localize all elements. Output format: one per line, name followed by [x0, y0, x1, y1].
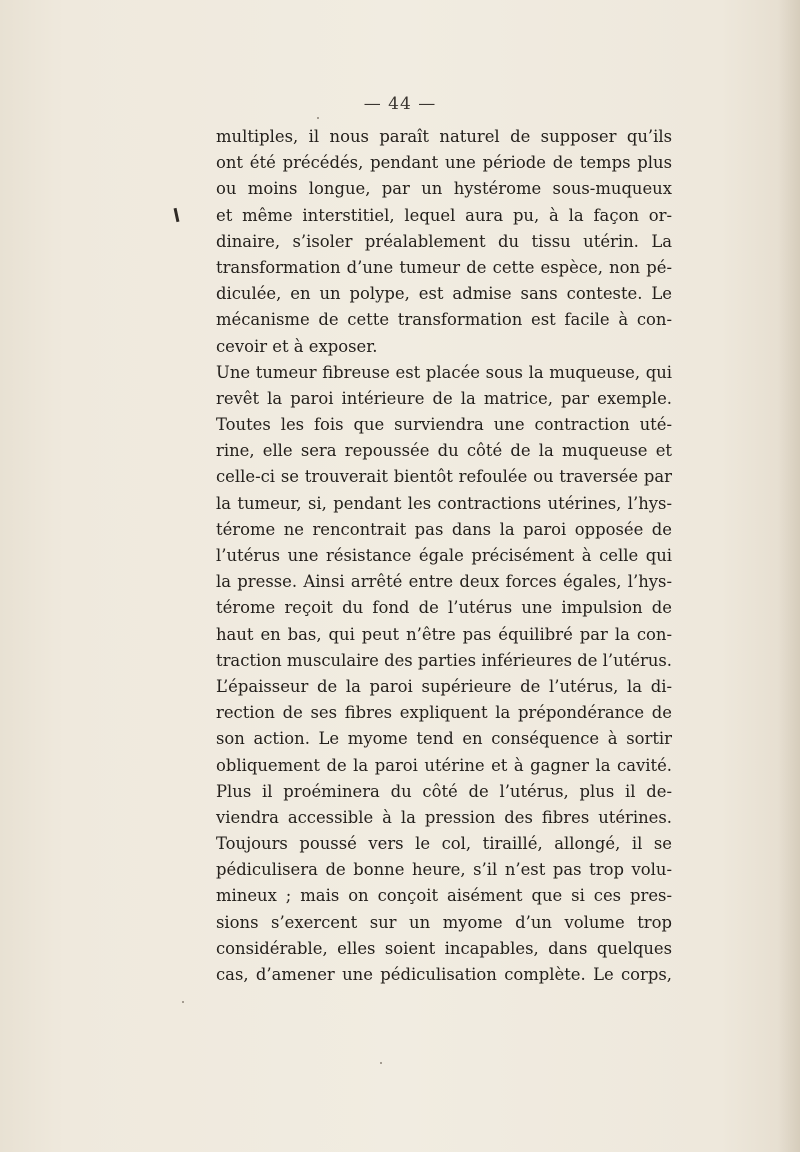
text-line: son action. Le myome tend en conséquence à sortir — [216, 729, 672, 749]
text-line: cas, d’amener une pédiculisation complète. Le corps, — [216, 965, 672, 984]
text-line: térome ne rencontrait pas dans la paroi opposée de — [216, 519, 672, 539]
text-line: rine, elle sera repoussée du côté de la muqueuse et — [216, 441, 672, 461]
text-line: rection de ses fibres expliquent la prépondérance de — [216, 703, 672, 723]
paper-speck — [380, 1062, 382, 1064]
text-line: l’utérus une résistance égale précisément à celle qui — [216, 546, 672, 565]
text-line: sions s’exercent sur un myome d’un volume trop — [216, 912, 672, 932]
text-line: traction musculaire des parties inférieures de l’utérus. — [216, 650, 672, 670]
text-line: obliquement de la paroi utérine et à gagner la cavité. — [216, 755, 672, 775]
text-line: celle-ci se trouverait bientôt refoulée ou traversée par — [216, 467, 672, 487]
margin-mark — [174, 208, 180, 222]
text-line: la tumeur, si, pendant les contractions utérines, l’hys- — [216, 493, 672, 513]
page-number: — 44 — — [363, 94, 437, 114]
text-line: térome reçoit du fond de l’utérus une impulsion de — [216, 598, 672, 618]
text-line: L’épaisseur de la paroi supérieure de l’utérus, la di- — [216, 676, 672, 696]
text-line: pédiculisera de bonne heure, s’il n’est pas trop volu- — [216, 860, 672, 880]
text-line: considérable, elles soient incapables, dans quelques — [216, 938, 672, 958]
text-line: et même interstitiel, lequel aura pu, à la façon or- — [216, 205, 672, 225]
text-line: haut en bas, qui peut n’être pas équilibré par la con- — [216, 624, 672, 644]
text-line: transformation d’une tumeur de cette espèce, non pé- — [216, 257, 672, 277]
paper-speck — [317, 117, 319, 119]
text-line: revêt la paroi intérieure de la matrice, par exemple. — [216, 388, 672, 408]
body-text — [216, 124, 672, 988]
text-line: mécanisme de cette transformation est facile à con- — [216, 310, 672, 330]
text-line: multiples, il nous paraît naturel de supposer qu’ils — [216, 127, 672, 146]
text-line: cevoir et à exposer. — [216, 336, 378, 356]
text-line: mineux ; mais on conçoit aisément que si ces pres- — [216, 886, 672, 906]
text-line: Toujours poussé vers le col, tiraillé, allongé, il se — [216, 834, 672, 854]
text-line: dinaire, s’isoler préalablement du tissu utérin. La — [216, 231, 672, 251]
text-line: la presse. Ainsi arrêté entre deux forces égales, l’hys- — [216, 572, 672, 592]
page-edge-shadow — [778, 0, 800, 1152]
text-line: Toutes les fois que surviendra une contraction uté- — [216, 415, 672, 435]
text-line: Plus il proéminera du côté de l’utérus, plus il de- — [216, 781, 672, 801]
text-line: diculée, en un polype, est admise sans conteste. Le — [216, 284, 672, 304]
text-line: viendra accessible à la pression des fibres utérines. — [216, 807, 672, 827]
text-line: ou moins longue, par un hystérome sous-muqueux — [216, 179, 672, 199]
text-line: Une tumeur fibreuse est placée sous la muqueuse, qui — [216, 362, 672, 382]
paper-speck — [182, 1001, 184, 1003]
text-line: ont été précédés, pendant une période de temps plus — [216, 153, 672, 173]
